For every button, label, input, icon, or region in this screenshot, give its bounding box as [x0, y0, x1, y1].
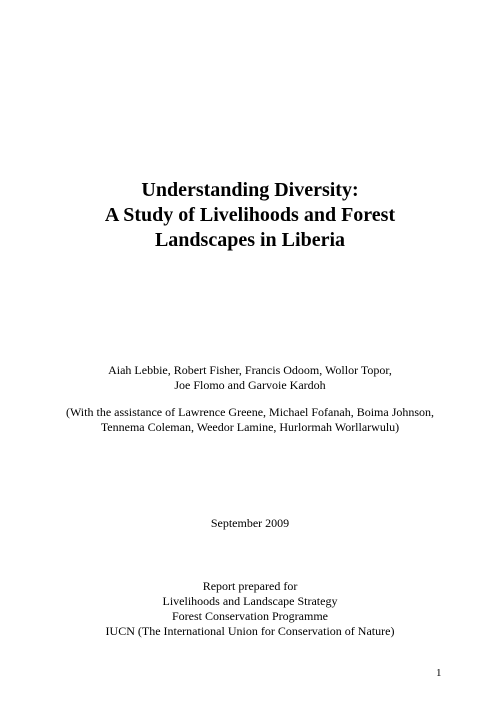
document-title: [0, 178, 500, 253]
authors-line-2: Joe Flomo and Garvoie Kardoh: [174, 378, 326, 392]
assistance-line-2: Tennema Coleman, Weedor Lamine, Hurlormah Worllarwulu): [100, 420, 400, 434]
page-number: 1: [436, 667, 442, 679]
report-line-4: IUCN (The International Union for Conservation of Nature): [105, 624, 395, 638]
date-text: September 2009: [210, 516, 290, 530]
title-line-1: Understanding Diversity:: [141, 179, 359, 201]
report-line-3: Forest Conservation Programme: [172, 609, 328, 623]
title-line-2: A Study of Livelihoods and Forest: [104, 204, 396, 226]
assistance-line-1: (With the assistance of Lawrence Greene, Michael Fofanah, Boima Johnson,: [65, 405, 435, 419]
assistance-block: [0, 405, 500, 435]
authors-block: [0, 363, 500, 393]
report-line-2: Livelihoods and Landscape Strategy: [162, 594, 338, 608]
report-line-1: Report prepared for: [202, 579, 298, 593]
title-line-3: Landscapes in Liberia: [154, 229, 346, 251]
report-block: [0, 579, 500, 639]
authors-line-1: Aiah Lebbie, Robert Fisher, Francis Odoom, Wollor Topor,: [108, 363, 392, 377]
publication-date: [0, 516, 500, 531]
